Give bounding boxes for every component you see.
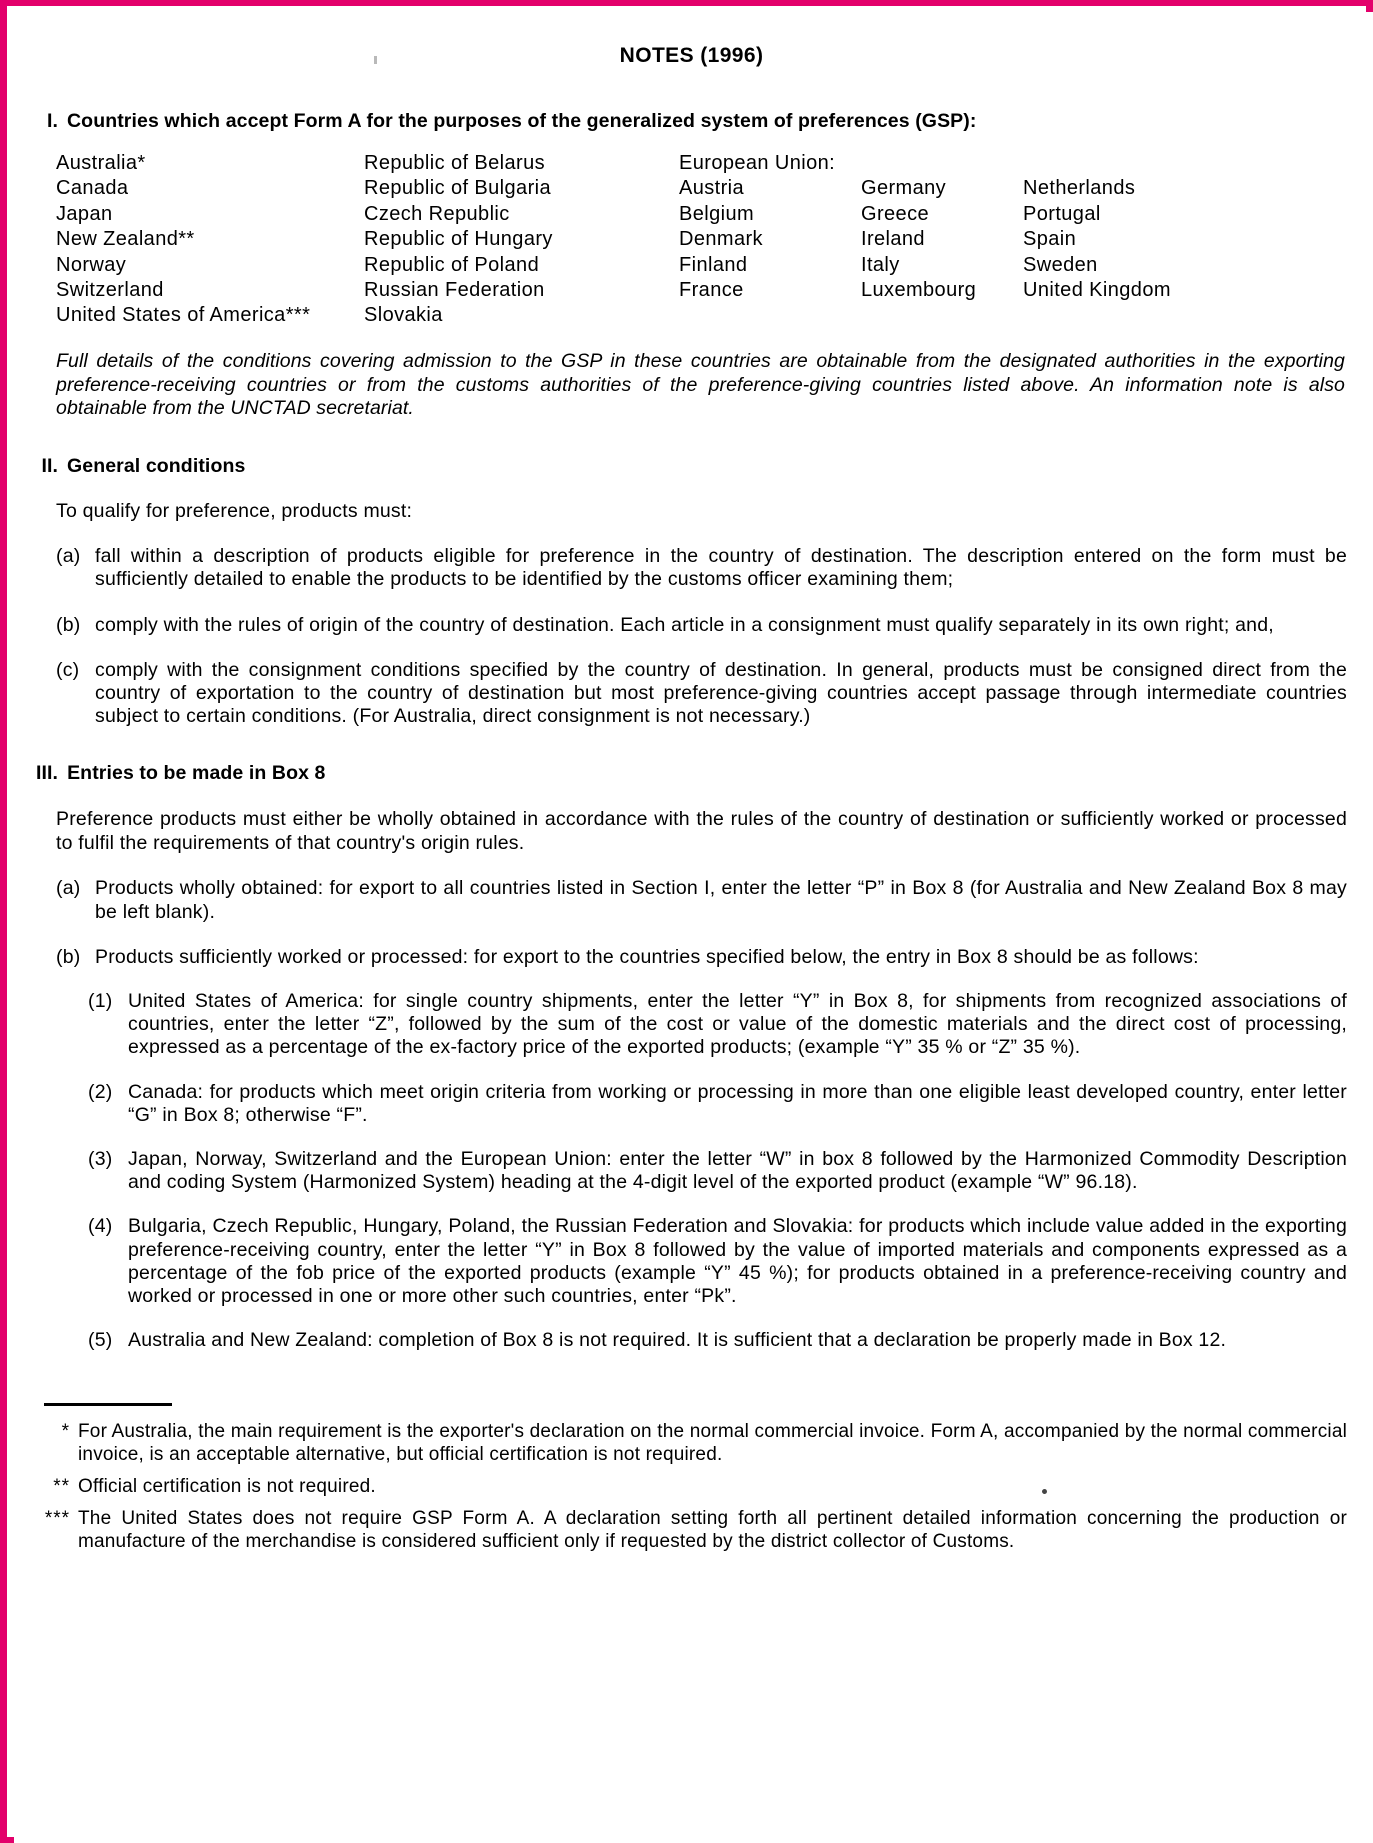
- list-item: [56, 946, 1347, 969]
- footnote-marker: ***: [44, 1507, 70, 1529]
- list-item-marker: (c): [56, 658, 80, 681]
- sub-list-item-marker: (5): [88, 1329, 113, 1352]
- eu-country-item: Luxembourg: [861, 279, 977, 302]
- sub-list-item-text: Australia and New Zealand: completion of Box 8 is not required. It is sufficient that a declaration be properly made in Box 12.: [128, 1329, 1227, 1352]
- european-union-label: European Union:: [679, 152, 836, 174]
- list-item-marker: (b): [56, 945, 81, 968]
- grid-spacer: [1023, 303, 1347, 328]
- country-col1-item: United States of America***: [56, 304, 311, 327]
- section-3-heading: [36, 762, 1347, 785]
- eu-country-item: Finland: [679, 253, 748, 276]
- country-col1-item: Australia*: [56, 152, 146, 174]
- document-sheet: [14, 12, 1373, 1843]
- section-3-lead: Preference products must either be wholly obtained in accordance with the rules of the country of destination or sufficiently worked or processed to fulfil the requirements of that country's origin rules.: [56, 808, 1347, 855]
- list-item: [56, 614, 1347, 637]
- section-3-number: III.: [36, 762, 59, 785]
- country-col2-item: Republic of Poland: [364, 253, 540, 276]
- grid-spacer: [861, 303, 1023, 328]
- list-item: [56, 659, 1347, 729]
- country-col1-item: Japan: [56, 202, 113, 225]
- sub-list-item-marker: (4): [88, 1215, 113, 1238]
- section-3-heading-text: Entries to be made in Box 8: [67, 762, 326, 785]
- country-col2-item: Czech Republic: [364, 202, 510, 225]
- country-col2-item: Russian Federation: [364, 279, 545, 302]
- list-item-text: Products wholly obtained: for export to all countries listed in Section I, enter the letter “P” in Box 8 (for Australia and New Zealand Box 8 may be left blank).: [95, 877, 1347, 923]
- eu-country-item: Belgium: [679, 202, 755, 225]
- sub-list-item: [88, 1081, 1347, 1127]
- footnote-marker: **: [53, 1475, 70, 1497]
- grid-spacer: [679, 303, 861, 328]
- country-col2-item: Slovakia: [364, 304, 443, 327]
- list-item-marker: (a): [56, 545, 81, 568]
- scan-artifact-top: [374, 56, 377, 64]
- list-item-text: fall within a description of products eligible for preference in the country of destination. The description entered on the form must be sufficiently detailed to enable the products to be identified by the customs officer examining them;: [95, 545, 1347, 591]
- list-item-marker: (b): [56, 613, 81, 636]
- sub-list-item: [88, 1215, 1347, 1308]
- sub-list-item: [88, 1329, 1347, 1352]
- section-1-heading: [36, 110, 1347, 133]
- footnote-separator-rule: [44, 1403, 172, 1406]
- sub-list-item: [88, 990, 1347, 1060]
- section-2-heading: [36, 455, 1347, 478]
- footnote-text: Official certification is not required.: [78, 1475, 376, 1497]
- sub-list-item-text: Japan, Norway, Switzerland and the European Union: enter the letter “W” in box 8 followed by the Harmonized Commodity Description and coding System (Harmonized System) heading at the 4-digit level of the exported product (example “W” 96.18).: [128, 1148, 1347, 1194]
- document-content: [14, 44, 1373, 1553]
- section-1-number: I.: [46, 110, 58, 132]
- eu-country-item: Sweden: [1023, 253, 1098, 276]
- sub-list-item-text: Bulgaria, Czech Republic, Hungary, Poland, the Russian Federation and Slovakia: for products which include value added in the exporting preference-receiving country, enter the letter “Y” in Box 8 followed by the value of imported materials and components expressed as a percentage of the fob price of the exported products (example “Y” 45 %); for products obtained in a preference-receiving country and worked or processed in one or more other such countries, enter “Pk”.: [128, 1215, 1347, 1308]
- eu-country-item: Austria: [679, 177, 745, 200]
- sub-list-item-marker: (3): [88, 1148, 113, 1171]
- eu-country-item: United Kingdom: [1023, 279, 1171, 302]
- sub-list-item-text: Canada: for products which meet origin criteria from working or processing in more than one eligible least developed country, enter letter “G” in Box 8; otherwise “F”.: [128, 1080, 1347, 1126]
- country-col2-item: Republic of Belarus: [364, 152, 546, 174]
- eu-country-item: France: [679, 279, 744, 302]
- footnote: [36, 1420, 1347, 1466]
- section-2-number: II.: [41, 455, 58, 478]
- eu-country-item: Germany: [861, 177, 947, 200]
- country-col1-item: Canada: [56, 177, 129, 200]
- page-title: NOTES (1996): [619, 44, 764, 67]
- list-item-text: comply with the rules of origin of the country of destination. Each article in a consignment must qualify separately in its own right; and,: [95, 613, 1274, 636]
- footnote-text: For Australia, the main requirement is the exporter's declaration on the normal commercial invoice. Form A, accompanied by the normal commercial invoice, is an acceptable alternative, but official certification is not required.: [78, 1420, 1348, 1465]
- section-1-heading-text: Countries which accept Form A for the purposes of the generalized system of preferences (GSP):: [67, 110, 977, 132]
- eu-country-item: Greece: [861, 202, 929, 225]
- gsp-conditions-note: Full details of the conditions covering admission to the GSP in these countries are obtainable from the designated authorities in the exporting preference-receiving countries or from the customs authorities of the preference-giving countries listed above. An information note is also obtainable from the UNCTAD secretariat.: [56, 349, 1345, 420]
- footnote: [36, 1475, 1347, 1498]
- eu-country-item: Denmark: [679, 228, 763, 251]
- eu-country-item: Spain: [1023, 228, 1077, 251]
- eu-country-item: Netherlands: [1023, 177, 1136, 200]
- country-col1-item: Switzerland: [56, 279, 164, 302]
- sub-list-item-marker: (2): [88, 1080, 113, 1103]
- footnotes: [36, 1420, 1347, 1553]
- eu-country-item: Ireland: [861, 228, 925, 251]
- country-col1-item: New Zealand**: [56, 228, 195, 251]
- section-2-lead: To qualify for preference, products must:: [56, 500, 413, 523]
- eu-country-item: Italy: [861, 253, 900, 276]
- list-item-marker: (a): [56, 877, 81, 900]
- list-item-text: comply with the consignment conditions specified by the country of destination. In general, products must be consigned direct from the country of exportation to the country of destination but most preference-giving countries accept passage through intermediate countries subject to certain conditions. (For Australia, direct consignment is not necessary.): [95, 658, 1347, 728]
- list-item: [56, 545, 1347, 591]
- list-item: [56, 877, 1347, 923]
- country-col2-item: Republic of Bulgaria: [364, 177, 551, 200]
- footnote-text: The United States does not require GSP Form A. A declaration setting forth all pertinent detailed information concerning the production or manufacture of the merchandise is considered sufficient only if requested by the district collector of Customs.: [78, 1507, 1347, 1552]
- sub-list-item: [88, 1148, 1347, 1194]
- country-col1-item: Norway: [56, 253, 127, 276]
- footnote: [36, 1507, 1347, 1553]
- sub-list-item-text: United States of America: for single country shipments, enter the letter “Y” in Box 8, for shipments from recognized associations of countries, enter the letter “Z”, followed by the sum of the cost or value of the domestic materials and the direct cost of processing, expressed as a percentage of the ex-factory price of the exported products; (example “Y” 35 % or “Z” 35 %).: [128, 990, 1347, 1059]
- country-list: [56, 151, 1347, 329]
- list-item-text: Products sufficiently worked or processed: for export to the countries specified below, the entry in Box 8 should be as follows:: [95, 945, 1199, 968]
- footnote-marker: *: [61, 1420, 70, 1442]
- section-2-heading-text: General conditions: [67, 455, 246, 478]
- eu-country-item: Portugal: [1023, 202, 1101, 225]
- sub-list-item-marker: (1): [88, 990, 113, 1013]
- country-col2-item: Republic of Hungary: [364, 228, 553, 251]
